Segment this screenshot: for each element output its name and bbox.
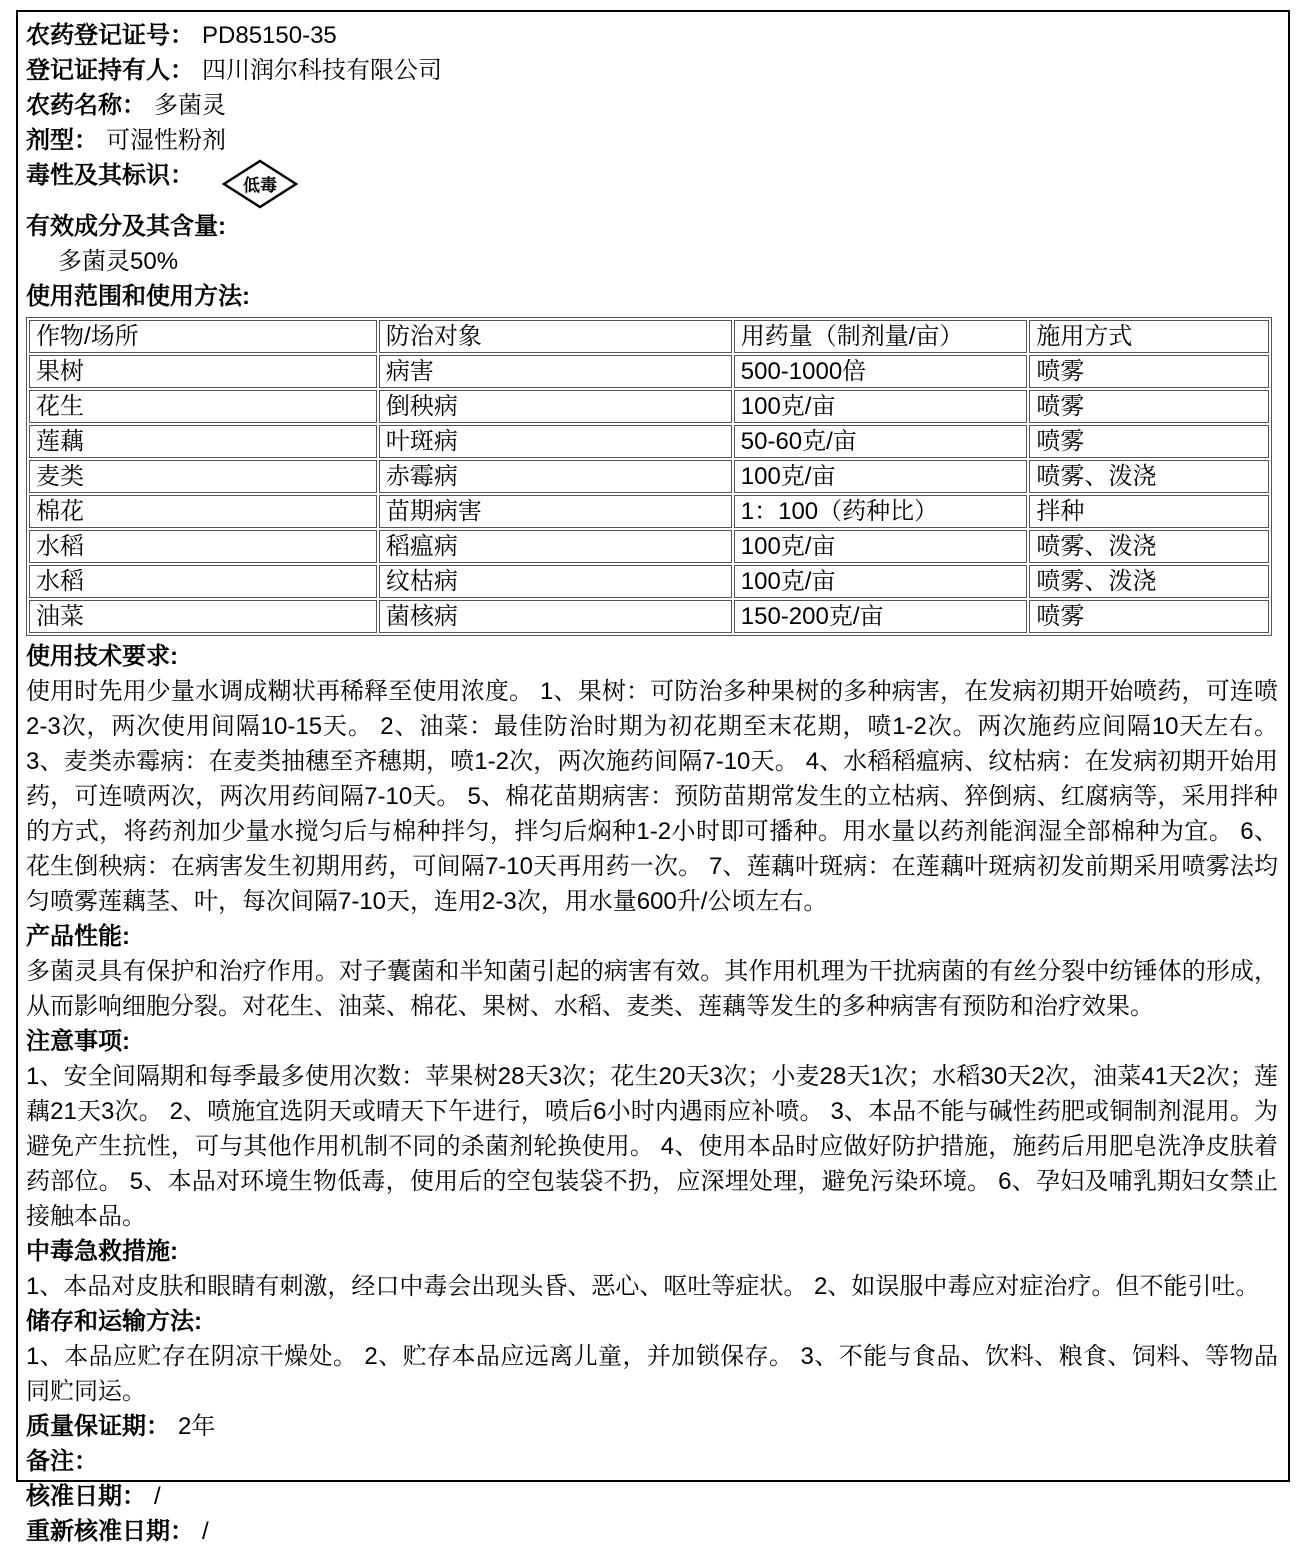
section-heading: 储存和运输方法: [26, 1308, 202, 1335]
usage-table-cell: 喷雾 [1029, 600, 1268, 633]
field-row-approval-date [26, 1479, 1278, 1514]
usage-table-cell: 纹枯病 [379, 565, 732, 598]
section-usage-requirements [26, 639, 1278, 919]
section-precautions [26, 1024, 1278, 1234]
field-value: 可湿性粉剂 [106, 127, 226, 154]
usage-table-row [29, 425, 1269, 458]
field-row-remarks [26, 1444, 1278, 1479]
usage-table-row [29, 355, 1269, 388]
section-heading: 使用技术要求: [26, 643, 178, 670]
field-row-reapproval-date [26, 1514, 1278, 1549]
low-toxicity-diamond-icon [222, 159, 298, 209]
field-value: 多菌灵 [154, 92, 226, 119]
usage-table-row [29, 460, 1269, 493]
field-label: 毒性及其标识： [26, 162, 194, 189]
usage-table-cell: 赤霉病 [379, 460, 732, 493]
usage-table-cell: 苗期病害 [379, 495, 732, 528]
usage-table-row [29, 600, 1269, 633]
pesticide-label-document [16, 10, 1290, 1545]
section-heading: 注意事项: [26, 1028, 130, 1055]
field-value: PD85150-35 [202, 22, 337, 49]
section-body: 使用时先用少量水调成糊状再稀释至使用浓度。 1、果树：可防治多种果树的多种病害，在发病初期开始喷药，可连喷2-3次，两次使用间隔10-15天。 2、油菜：最佳防治时期为初花期至末花期，喷1-2次。两次施药应间隔10天左右。 3、麦类赤霉病：在麦类抽穗至齐穗期，喷1-2次，两次施药间隔7-10天。 4、水稻稻瘟病、纹枯病：在发病初期开始用药，可连喷两次，两次用药间隔7-10天。 5、棉花苗期病害：预防苗期常发生的立枯病、猝倒病、红腐病等，采用拌种的方式，将药剂加少量水搅匀后与棉种拌匀，拌匀后焖种1-2小时即可播种。用水量以药剂能润湿全部棉种为宜。 6、花生倒秧病：在病害发生初期用药，可间隔7-10天再用药一次。 7、莲藕叶斑病：在莲藕叶斑病初发前期采用喷雾法均匀喷雾莲藕茎、叶，每次间隔7-10天，连用2-3次，用水量600升/公顷左右。 [26, 678, 1278, 915]
usage-table-column-header: 用药量（制剂量/亩） [734, 320, 1028, 353]
section-heading: 产品性能: [26, 923, 130, 950]
usage-table-cell: 油菜 [29, 600, 377, 633]
field-label: 备注： [26, 1448, 98, 1475]
usage-table-cell: 50-60克/亩 [734, 425, 1028, 458]
usage-table-cell: 喷雾 [1029, 390, 1268, 423]
field-row-certificate-holder [26, 53, 1278, 88]
field-value: 2年 [178, 1413, 216, 1440]
field-row-formulation [26, 123, 1278, 158]
usage-table-cell: 喷雾 [1029, 425, 1268, 458]
section-body: 1、本品应贮存在阴凉干燥处。 2、贮存本品应远离儿童，并加锁保存。 3、不能与食品、饮料、粮食、饲料、等物品同贮同运。 [26, 1343, 1278, 1405]
usage-table-cell: 稻瘟病 [379, 530, 732, 563]
ingredients-heading: 有效成分及其含量: [26, 213, 226, 240]
usage-table-row [29, 530, 1269, 563]
field-label: 核准日期： [26, 1483, 146, 1510]
field-row-quality-guarantee-period [26, 1409, 1278, 1444]
field-row-toxicity [26, 158, 1278, 209]
usage-table-column-header: 防治对象 [379, 320, 732, 353]
usage-table-cell: 100克/亩 [734, 390, 1028, 423]
usage-table-cell: 喷雾、泼浇 [1029, 530, 1268, 563]
usage-table-cell: 菌核病 [379, 600, 732, 633]
field-label: 登记证持有人： [26, 57, 194, 84]
usage-table-body [29, 355, 1269, 633]
usage-table [26, 317, 1272, 636]
usage-table-row [29, 495, 1269, 528]
field-value: 四川润尔科技有限公司 [202, 57, 442, 84]
section-body: 多菌灵具有保护和治疗作用。对子囊菌和半知菌引起的病害有效。其作用机理为干扰病菌的有丝分裂中纺锤体的形成，从而影响细胞分裂。对花生、油菜、棉花、果树、水稻、麦类、莲藕等发生的多种病害有预防和治疗效果。 [26, 958, 1278, 1020]
usage-table-column-header: 施用方式 [1029, 320, 1268, 353]
usage-table-cell: 水稻 [29, 565, 377, 598]
usage-table-cell: 100克/亩 [734, 460, 1028, 493]
usage-table-row [29, 390, 1269, 423]
usage-table-heading: 使用范围和使用方法: [26, 283, 250, 310]
field-label: 重新核准日期： [26, 1518, 194, 1545]
usage-table-cell: 果树 [29, 355, 377, 388]
field-row-registration-number [26, 18, 1278, 53]
usage-table-cell: 水稻 [29, 530, 377, 563]
section-heading: 中毒急救措施: [26, 1238, 178, 1265]
section-product-performance [26, 919, 1278, 1024]
section-storage-transport [26, 1304, 1278, 1409]
usage-table-cell: 喷雾、泼浇 [1029, 565, 1268, 598]
usage-table-cell: 500-1000倍 [734, 355, 1028, 388]
usage-table-cell: 莲藕 [29, 425, 377, 458]
field-value: / [202, 1518, 209, 1545]
usage-table-row [29, 565, 1269, 598]
field-row-pesticide-name [26, 88, 1278, 123]
usage-table-cell: 叶斑病 [379, 425, 732, 458]
field-label: 农药名称： [26, 92, 146, 119]
field-label: 农药登记证号： [26, 22, 194, 49]
field-value: / [154, 1483, 161, 1510]
usage-table-cell: 100克/亩 [734, 565, 1028, 598]
section-poisoning-first-aid [26, 1234, 1278, 1304]
section-body: 1、安全间隔期和每季最多使用次数：苹果树28天3次；花生20天3次；小麦28天1次；水稻30天2次，油菜41天2次；莲藕21天3次。 2、喷施宜选阴天或晴天下午进行，喷后6小时内遇雨应补喷。 3、本品不能与碱性药肥或铜制剂混用。为避免产生抗性，可与其他作用机制不同的杀菌剂轮换使用。 4、使用本品时应做好防护措施，施药后用肥皂洗净皮肤着药部位。 5、本品对环境生物低毒，使用后的空包装袋不扔，应深埋处理，避免污染环境。 6、孕妇及哺乳期妇女禁止接触本品。 [26, 1063, 1278, 1230]
section-body: 1、本品对皮肤和眼睛有刺激，经口中毒会出现头昏、恶心、呕吐等症状。 2、如误服中毒应对症治疗。但不能引吐。 [26, 1273, 1260, 1300]
usage-table-cell: 病害 [379, 355, 732, 388]
usage-table-cell: 150-200克/亩 [734, 600, 1028, 633]
field-label: 质量保证期： [26, 1413, 170, 1440]
usage-table-cell: 喷雾 [1029, 355, 1268, 388]
usage-table-cell: 倒秧病 [379, 390, 732, 423]
low-toxicity-badge-text: 低毒 [243, 176, 277, 195]
usage-table-cell: 棉花 [29, 495, 377, 528]
usage-table-cell: 麦类 [29, 460, 377, 493]
usage-table-cell: 喷雾、泼浇 [1029, 460, 1268, 493]
usage-table-cell: 1：100（药种比） [734, 495, 1028, 528]
usage-table-cell: 100克/亩 [734, 530, 1028, 563]
usage-table-cell: 花生 [29, 390, 377, 423]
field-label: 剂型： [26, 127, 98, 154]
usage-table-header-row [29, 320, 1269, 353]
usage-table-column-header: 作物/场所 [29, 320, 377, 353]
ingredients-value: 多菌灵50% [58, 248, 179, 275]
usage-table-cell: 拌种 [1029, 495, 1268, 528]
